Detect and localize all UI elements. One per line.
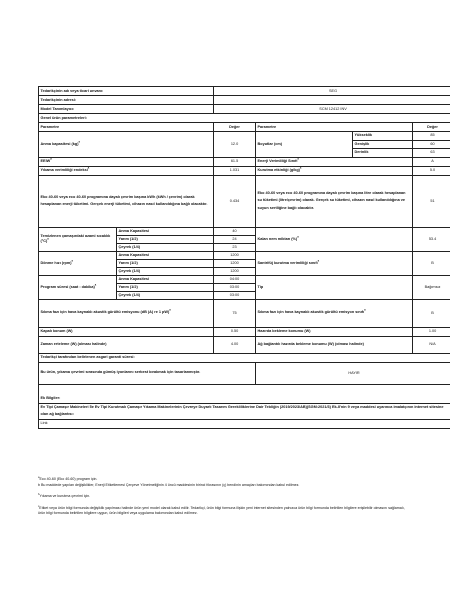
spin-quarter-label: Çeyrek (1/4): [117, 267, 214, 275]
depth-value: 63: [413, 149, 450, 158]
washing-efficiency-label: Yıkama verimliliği endeksi$^a$: [39, 166, 214, 175]
width-label: Genişlik: [353, 140, 413, 149]
moisture-label: Kalan nem miktarı (%)$^a$: [256, 227, 413, 251]
temp-rated-label: Anma Kapasitesi: [117, 227, 214, 235]
silver-ion-value: HAYIR: [256, 362, 450, 384]
eei-label: EEIW$^a$: [39, 157, 214, 166]
type-value: Bağımsız: [413, 275, 450, 299]
duration-half-value: 03:00: [214, 283, 256, 291]
temp-quarter-label: Çeyrek (1/4): [117, 243, 214, 251]
capacity-label: Anma kapasitesi (kg)$^a$: [39, 132, 214, 158]
water-consumption-label: Eko 40-60 veya eco 40-60 programına dayalı çevrim başına litre olarak hesaplanan su tüketimi (litre/çevrim) olarak. Gerçek su tüketimi, cihazın nasıl kullanıldığına ve suyun sertliğine bağlı olacaktır.: [256, 175, 413, 227]
capacity-value: 12.0: [214, 132, 256, 158]
off-mode-label: Kapalı konum (W): [39, 327, 214, 336]
energy-class-value: A: [413, 157, 450, 166]
rinsing-efficiency-label: Kurutma etkinliği $(g/kg)^a$: [256, 166, 413, 175]
value-header-left: Değer: [214, 123, 256, 132]
value-header-right: Değer: [413, 123, 450, 132]
silver-ion-label: Bu ürün, yıkama çevrimi sırasında gümüş iyonlarını serbest bırakmak için tasarlanmıştır.: [39, 362, 256, 384]
network-standby-value: N/A: [413, 336, 450, 353]
warranty-label: Tedarikçi tarafından belirlenen asgari garanti süresi:: [39, 353, 450, 362]
height-label: Yükseklik: [353, 132, 413, 141]
duration-rated-value: 04:00: [214, 275, 256, 283]
footnote-a: $^a$Eco 40-60 (Eko 40-60) program için. b Bu maddede yapılan değişiklikler, Enerji Etiketlemesi Çerçeve Yönetmeliğinin 4 üncü maddesinin birinci fıkrasının (ç) bendinin amaçları bakımından kabul edilmez.: [38, 475, 300, 487]
spin-rated-value: 1200: [214, 251, 256, 259]
water-consumption-value: 51: [413, 175, 450, 227]
spin-quarter-value: 1200: [214, 267, 256, 275]
energy-consumption-value: 0.434: [214, 175, 256, 227]
link-cell[interactable]: Link: [39, 419, 450, 428]
spacer-row: [39, 384, 450, 394]
duration-quarter-value: 03:00: [214, 291, 256, 299]
supplier-value: SEG: [214, 87, 450, 96]
footnote-c: $^c$Etiket veya ürün bilgi formunda değişiklik yapılması halinde ürün yeni model olarak kabul edilir. Tedarikçi, ürün bilgi formuna ilişkin yeni internet sitesinden yalnızca ürün bilgi formunda belirtilen bilgilere erişilebilir olmasını sağlamalı, ürün bilgi formunda belirtilen bilgilere uygun, ürün bilgileri veya uygulama bakımından kabul edilmez.: [38, 504, 405, 516]
duration-half-label: Yarım (1/2): [117, 283, 214, 291]
max-temp-label: Temizlenen çamaşırdaki azami sıcaklık $(^\circ C)^a$: [39, 227, 117, 251]
extra-info-text: Ev Tipi Çamaşır Makineleri İle Ev Tipi Kurutmalı Çamaşır Yıkama Makinelerinin Çevreye Duyarlı Tasarım Gereklilikleriне Dair Tebliğin (2019/2023/AB)(SGM:2021/3) Ek-II'nin 9 veya maddesi uyarınca imalatçının internet sitesine olan ağ bağlantısı:: [39, 403, 450, 419]
noise-class-value: B: [413, 299, 450, 327]
model-label: Model Tanımlayıcı:: [39, 105, 214, 114]
moisture-value: 53.4: [413, 227, 450, 251]
spin-rated-label: Anma Kapasitesi: [117, 251, 214, 259]
temp-half-value: 24: [214, 235, 256, 243]
temp-quarter-value: 23: [214, 243, 256, 251]
noise-value: 75: [214, 299, 256, 327]
off-mode-value: 0.50: [214, 327, 256, 336]
model-value: SCM 12412 INV: [214, 105, 450, 114]
footnote-b: $^b$Yıkama ve kurutma çevrimi için.: [38, 492, 91, 499]
network-standby-label: Ağ bağlantılı hazırda bekleme konumu (W) (olması halinde): [256, 336, 413, 353]
param-header-right: Parametre: [256, 123, 413, 132]
spin-speed-label: Dönme hızı (rpm)$^a$: [39, 251, 117, 275]
program-duration-label: Program süresi (saat : dakika)$^a$: [39, 275, 117, 299]
energy-consumption-label: Eko 40-60 veya eco 40-60 programına dayalı çevrim başına kWh (kWh / çevrim) olarak hesaplanan enerji tüketimi. Gerçek enerji tüketimi, cihazın nasıl kullanıldığına bağlı olacaktır.: [39, 175, 214, 227]
temp-rated-value: 40: [214, 227, 256, 235]
dimensions-label: Boyutlar (cm): [256, 132, 353, 158]
width-value: 60: [413, 140, 450, 149]
type-label: Tip: [256, 275, 413, 299]
noise-class-label: Sıkma fazı için hava kaynaklı akustik gürültü emisyon sınıfı$^a$: [256, 299, 413, 327]
noise-label: Sıkma fazı için hava kaynaklı akustik gürültü emisyonu (dB (A) re 1 pW)$^a$: [39, 299, 214, 327]
general-params-label: Genel ürün parametreleri:: [39, 114, 450, 123]
extra-info-label: Ek Bilgiler:: [39, 394, 450, 403]
duration-quarter-label: Çeyrek (1/4): [117, 291, 214, 299]
product-info-sheet: [38, 86, 444, 429]
energy-class-label: Enerji Verimliliği Sınıfı$^a$: [256, 157, 413, 166]
depth-label: Derinlik: [353, 149, 413, 158]
spin-half-label: Yarım (1/2): [117, 259, 214, 267]
height-value: 85: [413, 132, 450, 141]
delay-start-label: Zaman ertelemе (W) (olması halinde): [39, 336, 214, 353]
address-value: [214, 96, 450, 105]
supplier-label: Tedarikçinin adı veya ticari unvanı:: [39, 87, 214, 96]
spin-half-value: 1200: [214, 259, 256, 267]
standby-value: 1.00: [413, 327, 450, 336]
rinsing-efficiency-value: 5.0: [413, 166, 450, 175]
param-header-left: Parametre: [39, 123, 214, 132]
washing-efficiency-value: 1.031: [214, 166, 256, 175]
address-label: Tedarikçinin adresi:: [39, 96, 214, 105]
footnotes: [38, 477, 412, 523]
temp-half-label: Yarım (1/2): [117, 235, 214, 243]
standby-label: Hazırda bekleme konumu (W): [256, 327, 413, 336]
delay-start-value: 4.00: [214, 336, 256, 353]
info-table: [38, 86, 450, 429]
spin-class-value: B: [413, 251, 450, 275]
spin-class-label: Santrifüj kurutma verimliliği sınıfı$^a$: [256, 251, 413, 275]
eei-value: 61.5: [214, 157, 256, 166]
duration-rated-label: Anma Kapasitesi: [117, 275, 214, 283]
